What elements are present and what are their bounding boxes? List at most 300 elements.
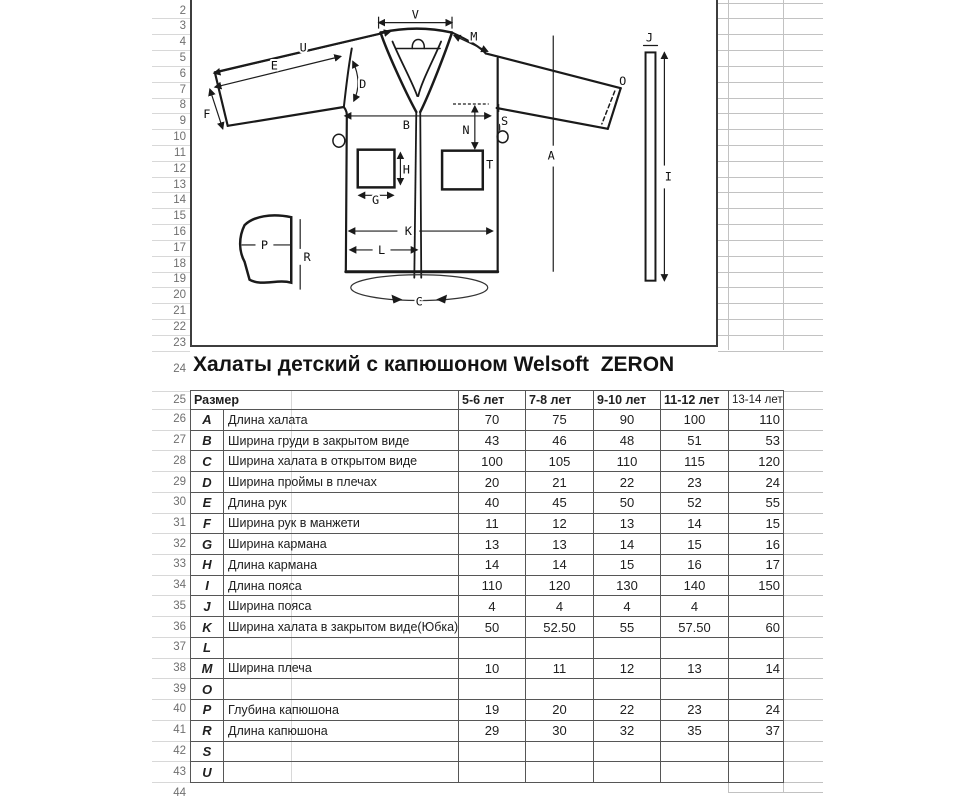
row-number[interactable]: 39 <box>173 682 186 695</box>
belt-strip <box>646 52 656 280</box>
label-B-icon: B <box>402 117 410 132</box>
gridline <box>783 595 823 596</box>
row-number-separator <box>152 741 190 742</box>
cell-value[interactable] <box>729 742 784 763</box>
cell-value[interactable]: 11 <box>459 514 526 535</box>
row-number[interactable]: 21 <box>173 305 186 318</box>
gridline <box>718 18 823 19</box>
row-number[interactable]: 25 <box>173 394 186 406</box>
cell-value[interactable]: 4 <box>526 596 594 617</box>
row-number[interactable]: 13 <box>173 178 186 191</box>
cell-value[interactable]: 105 <box>526 451 594 472</box>
row-number-separator <box>152 678 190 679</box>
label-P-icon: P <box>260 237 269 252</box>
cell-value[interactable]: 14 <box>661 514 729 535</box>
row-number-separator <box>152 240 190 241</box>
cell-description[interactable]: Ширина халата в открытом виде <box>224 451 459 472</box>
gridline <box>783 391 823 392</box>
cell-value[interactable]: 14 <box>729 659 784 680</box>
row-number-separator <box>152 208 190 209</box>
row-number[interactable]: 26 <box>173 413 186 426</box>
cell-description[interactable] <box>224 638 459 659</box>
row-number-separator <box>152 658 190 659</box>
row-number-separator <box>152 177 190 178</box>
cell-value[interactable]: 10 <box>459 659 526 680</box>
row-number-separator <box>152 161 190 162</box>
cell-value[interactable]: 23 <box>661 472 729 493</box>
row-number[interactable]: 37 <box>173 641 186 654</box>
cell-value[interactable]: 12 <box>594 659 661 680</box>
header-col-5-6[interactable]: 5-6 лет <box>459 391 526 410</box>
row-number-separator <box>152 224 190 225</box>
cell-value[interactable]: 120 <box>526 576 594 597</box>
row-number-separator <box>152 287 190 288</box>
row-number-separator <box>152 319 190 320</box>
row-number[interactable]: 17 <box>173 241 186 254</box>
size-table-body <box>190 410 784 783</box>
cell-description[interactable]: Глубина капюшона <box>224 700 459 721</box>
gridline <box>718 303 823 304</box>
cell-value[interactable]: 45 <box>526 493 594 514</box>
row-number[interactable]: 12 <box>173 162 186 175</box>
header-size-label[interactable]: Размер <box>191 391 292 410</box>
cell-value[interactable] <box>661 762 729 783</box>
header-col-9-10[interactable]: 9-10 лет <box>594 391 661 410</box>
row-number-separator <box>152 616 190 617</box>
row-number[interactable]: 22 <box>173 320 186 333</box>
cell-value[interactable] <box>661 638 729 659</box>
gridline <box>783 616 823 617</box>
row-number[interactable]: 20 <box>173 289 186 302</box>
cell-value[interactable]: 60 <box>729 617 784 638</box>
cell-value[interactable] <box>526 742 594 763</box>
gridline <box>783 782 784 792</box>
row-number-separator <box>152 351 190 352</box>
label-H-icon: H <box>402 162 410 177</box>
gridline <box>783 430 823 431</box>
cell-value[interactable]: 4 <box>459 596 526 617</box>
row-number[interactable]: 23 <box>173 336 186 349</box>
cell-description[interactable]: Ширина груди в закрытом виде <box>224 431 459 452</box>
cell-value[interactable]: 55 <box>594 617 661 638</box>
cell-value[interactable]: 48 <box>594 431 661 452</box>
row-number[interactable]: 31 <box>173 516 186 529</box>
cell-letter[interactable]: G <box>191 534 224 555</box>
row-number[interactable]: 3 <box>179 20 186 33</box>
row-number[interactable]: 34 <box>173 579 186 592</box>
cell-value[interactable]: 52.50 <box>526 617 594 638</box>
row-number-separator <box>152 98 190 99</box>
cell-letter[interactable]: A <box>191 410 224 431</box>
cell-value[interactable]: 15 <box>594 555 661 576</box>
cell-value[interactable] <box>459 679 526 700</box>
gridline <box>718 161 823 162</box>
cell-value[interactable]: 15 <box>661 534 729 555</box>
row-number-separator <box>152 303 190 304</box>
cell-description[interactable]: Длина пояса <box>224 576 459 597</box>
cell-value[interactable]: 75 <box>526 410 594 431</box>
row-number-separator <box>152 595 190 596</box>
cell-value[interactable] <box>729 596 784 617</box>
row-number-separator <box>152 450 190 451</box>
gridline <box>783 533 823 534</box>
cell-value[interactable]: 30 <box>526 721 594 742</box>
right-pocket <box>442 151 483 190</box>
cell-value[interactable]: 46 <box>526 431 594 452</box>
row-number-separator <box>152 637 190 638</box>
gridline <box>718 319 823 320</box>
row-number[interactable]: 29 <box>173 475 186 488</box>
cell-value[interactable]: 37 <box>729 721 784 742</box>
row-number-separator <box>152 129 190 130</box>
row-number[interactable]: 19 <box>173 273 186 286</box>
row-number[interactable]: 5 <box>179 51 186 64</box>
row-number[interactable]: 4 <box>179 36 186 49</box>
row-number[interactable]: 8 <box>179 99 186 112</box>
gridline <box>783 720 823 721</box>
cell-value[interactable]: 4 <box>661 596 729 617</box>
row-number-separator <box>152 145 190 146</box>
row-number[interactable]: 11 <box>174 146 186 159</box>
gridline <box>718 177 823 178</box>
gridline <box>718 129 823 130</box>
gridline <box>718 208 823 209</box>
gridline <box>718 34 823 35</box>
label-T-icon: T <box>486 157 494 172</box>
cell-description[interactable]: Ширина плеча <box>224 659 459 680</box>
cell-value[interactable] <box>594 638 661 659</box>
cell-value[interactable] <box>594 762 661 783</box>
cell-value[interactable]: 53 <box>729 431 784 452</box>
cell-value[interactable]: 35 <box>661 721 729 742</box>
cell-value[interactable] <box>594 742 661 763</box>
cell-value[interactable] <box>729 638 784 659</box>
row-number[interactable]: 27 <box>173 434 186 447</box>
gridline <box>783 782 823 783</box>
row-number-separator <box>152 50 190 51</box>
cell-letter[interactable]: U <box>191 762 224 783</box>
gridline <box>783 492 823 493</box>
row-number[interactable]: 40 <box>173 703 186 716</box>
cell-value[interactable]: 13 <box>594 514 661 535</box>
garment-diagram <box>192 0 716 345</box>
cell-value[interactable]: 15 <box>729 514 784 535</box>
row-number[interactable]: 36 <box>173 620 186 633</box>
label-S-icon: S <box>501 113 509 128</box>
gridline <box>718 224 823 225</box>
header-col-7-8[interactable]: 7-8 лет <box>526 391 594 410</box>
cell-value[interactable]: 16 <box>729 534 784 555</box>
cell-value[interactable]: 100 <box>459 451 526 472</box>
cell-value[interactable] <box>526 679 594 700</box>
garment-diagram-box <box>190 0 718 347</box>
cell-letter[interactable]: D <box>191 472 224 493</box>
label-O-icon: O <box>619 74 627 89</box>
cell-value[interactable]: 70 <box>459 410 526 431</box>
gridline <box>718 50 823 51</box>
cell-value[interactable]: 100 <box>661 410 729 431</box>
cell-value[interactable]: 16 <box>661 555 729 576</box>
cell-value[interactable]: 110 <box>729 410 784 431</box>
cell-value[interactable]: 24 <box>729 472 784 493</box>
cell-value[interactable]: 13 <box>526 534 594 555</box>
cell-letter[interactable]: C <box>191 451 224 472</box>
row-number[interactable]: 41 <box>173 724 186 737</box>
row-number-separator <box>152 335 190 336</box>
cell-value[interactable]: 14 <box>459 555 526 576</box>
cell-letter[interactable]: F <box>191 514 224 535</box>
gridline <box>783 741 823 742</box>
cell-value[interactable]: 55 <box>729 493 784 514</box>
row-number-separator <box>152 18 190 19</box>
cell-letter[interactable]: P <box>191 700 224 721</box>
cell-letter[interactable]: J <box>191 596 224 617</box>
row-number-separator <box>152 699 190 700</box>
label-F-icon: F <box>203 106 211 121</box>
row-number-separator <box>152 272 190 273</box>
cell-description[interactable]: Длина рук <box>224 493 459 514</box>
cell-description[interactable]: Длина кармана <box>224 555 459 576</box>
cell-value[interactable]: 17 <box>729 555 784 576</box>
label-E-icon: E <box>270 58 278 73</box>
cell-value[interactable] <box>661 679 729 700</box>
row-number[interactable]: 28 <box>173 454 186 467</box>
row-number-separator <box>152 575 190 576</box>
left-pocket <box>358 150 395 188</box>
label-R-icon: R <box>303 249 311 264</box>
cell-letter[interactable]: O <box>191 679 224 700</box>
row-number[interactable]: 38 <box>173 662 186 674</box>
gridline <box>718 82 823 83</box>
gridline <box>783 0 784 350</box>
gridline <box>783 513 823 514</box>
label-J-icon: J <box>645 30 654 45</box>
label-N-icon: N <box>462 122 470 137</box>
cell-description[interactable]: Ширина рук в манжети <box>224 514 459 535</box>
right-belt-loop <box>497 131 508 143</box>
cell-value[interactable]: 52 <box>661 493 729 514</box>
cell-letter[interactable]: E <box>191 493 224 514</box>
cell-value[interactable] <box>459 762 526 783</box>
row-number-separator <box>152 513 190 514</box>
row-number-separator <box>152 256 190 257</box>
cell-value[interactable]: 140 <box>661 576 729 597</box>
cell-value[interactable] <box>729 762 784 783</box>
cell-value[interactable]: 14 <box>594 534 661 555</box>
row-number-separator <box>152 554 190 555</box>
gridline <box>718 145 823 146</box>
gridline <box>783 658 823 659</box>
row-number[interactable]: 35 <box>173 599 186 612</box>
header-col-13-14[interactable]: 13-14 лет <box>729 391 784 410</box>
row-number[interactable]: 14 <box>173 194 186 207</box>
gridline <box>718 287 823 288</box>
gridline <box>783 450 823 451</box>
row-number-separator <box>152 492 190 493</box>
cell-value[interactable]: 12 <box>526 514 594 535</box>
cell-value[interactable]: 90 <box>594 410 661 431</box>
cell-description[interactable] <box>224 679 459 700</box>
cell-description[interactable]: Ширина проймы в плечах <box>224 472 459 493</box>
row-number[interactable]: 9 <box>179 115 186 128</box>
row-number[interactable]: 2 <box>179 4 186 17</box>
cell-value[interactable]: 19 <box>459 700 526 721</box>
header-filler-cell[interactable] <box>292 391 459 410</box>
cell-value[interactable]: 14 <box>526 555 594 576</box>
cell-description[interactable]: Ширина халата в закрытом виде(Юбка) <box>224 617 459 638</box>
cell-description[interactable] <box>224 742 459 763</box>
cell-letter[interactable]: I <box>191 576 224 597</box>
cell-value[interactable]: 24 <box>729 700 784 721</box>
cell-value[interactable] <box>526 638 594 659</box>
row-number[interactable]: 44 <box>173 787 186 799</box>
label-A-icon: A <box>547 148 555 163</box>
cell-letter[interactable]: L <box>191 638 224 659</box>
gridline <box>783 761 823 762</box>
sheet-title: Халаты детский с капюшоном Welsoft ZERON <box>193 353 675 376</box>
diagram-labels <box>203 8 672 309</box>
hanger-loop <box>412 40 424 49</box>
cell-value[interactable]: 32 <box>594 721 661 742</box>
gridline <box>728 0 729 350</box>
row-number[interactable]: 33 <box>173 558 186 571</box>
size-table-header <box>190 390 784 410</box>
gridline <box>783 575 823 576</box>
row-number-separator <box>152 533 190 534</box>
row-number[interactable]: 42 <box>173 744 186 757</box>
row-number-separator <box>152 192 190 193</box>
cell-value[interactable] <box>594 679 661 700</box>
cell-value[interactable] <box>729 679 784 700</box>
gridline <box>783 471 823 472</box>
gridline <box>783 699 823 700</box>
gridline <box>783 678 823 679</box>
label-D-icon: D <box>359 77 367 92</box>
label-G-icon: G <box>372 193 380 208</box>
cell-value[interactable]: 11 <box>526 659 594 680</box>
cell-value[interactable]: 110 <box>594 451 661 472</box>
label-C-icon: C <box>415 294 423 309</box>
cell-value[interactable]: 20 <box>459 472 526 493</box>
row-number[interactable]: 18 <box>173 257 186 270</box>
label-K-icon: K <box>404 224 412 239</box>
row-number-separator <box>152 720 190 721</box>
row-number[interactable]: 43 <box>173 765 186 778</box>
left-belt-loop <box>333 134 345 147</box>
row-number-separator <box>152 66 190 67</box>
cell-value[interactable]: 22 <box>594 472 661 493</box>
label-I-icon: I <box>664 169 672 184</box>
cell-value[interactable]: 40 <box>459 493 526 514</box>
cell-value[interactable]: 43 <box>459 431 526 452</box>
cell-value[interactable]: 21 <box>526 472 594 493</box>
row-number[interactable]: 16 <box>173 225 186 238</box>
row-number-separator <box>152 113 190 114</box>
cell-value[interactable]: 4 <box>594 596 661 617</box>
cell-value[interactable]: 120 <box>729 451 784 472</box>
row-number[interactable]: 24 <box>173 363 186 375</box>
cell-value[interactable] <box>661 742 729 763</box>
gridline <box>718 240 823 241</box>
measurement-lines <box>210 17 665 304</box>
cell-value[interactable]: 50 <box>459 617 526 638</box>
cell-value[interactable] <box>459 638 526 659</box>
row-number[interactable]: 10 <box>173 131 186 144</box>
gridline <box>783 554 823 555</box>
cell-description[interactable]: Длина капюшона <box>224 721 459 742</box>
gridline <box>783 409 823 410</box>
header-col-11-12[interactable]: 11-12 лет <box>661 391 729 410</box>
label-L-icon: L <box>377 242 386 257</box>
cell-value[interactable]: 29 <box>459 721 526 742</box>
row-number[interactable]: 30 <box>173 496 186 509</box>
cell-value[interactable]: 13 <box>459 534 526 555</box>
label-U-icon: U <box>299 40 307 55</box>
gridline <box>718 256 823 257</box>
gridline <box>718 192 823 193</box>
row-number[interactable]: 32 <box>173 537 186 550</box>
cell-description[interactable] <box>224 762 459 783</box>
gridline <box>718 113 823 114</box>
row-number-separator <box>152 761 190 762</box>
cell-value[interactable]: 150 <box>729 576 784 597</box>
gridline <box>728 792 823 793</box>
cell-description[interactable]: Ширина кармана <box>224 534 459 555</box>
gridline <box>718 335 823 336</box>
row-number[interactable]: 6 <box>179 67 186 80</box>
cell-value[interactable]: 50 <box>594 493 661 514</box>
cuff-dashed-line <box>602 91 615 124</box>
cell-description[interactable]: Длина халата <box>224 410 459 431</box>
cell-description[interactable]: Ширина пояса <box>224 596 459 617</box>
gridline <box>783 637 823 638</box>
gridline <box>728 782 729 792</box>
gridline <box>718 3 823 4</box>
cell-value[interactable]: 20 <box>526 700 594 721</box>
cell-value[interactable]: 22 <box>594 700 661 721</box>
cell-value[interactable]: 57.50 <box>661 617 729 638</box>
cell-letter[interactable]: H <box>191 555 224 576</box>
row-number-separator <box>152 471 190 472</box>
gridline <box>718 98 823 99</box>
cell-value[interactable]: 51 <box>661 431 729 452</box>
row-number[interactable]: 7 <box>179 83 186 96</box>
gridline <box>718 272 823 273</box>
cell-value[interactable] <box>526 762 594 783</box>
cell-value[interactable] <box>459 742 526 763</box>
cell-value[interactable]: 130 <box>594 576 661 597</box>
row-number-separator <box>152 34 190 35</box>
row-number-separator <box>152 430 190 431</box>
cell-letter[interactable]: R <box>191 721 224 742</box>
cell-letter[interactable]: S <box>191 742 224 763</box>
row-number-separator <box>152 782 190 783</box>
label-V-icon: V <box>411 7 419 22</box>
cell-letter[interactable]: K <box>191 617 224 638</box>
cell-value[interactable]: 13 <box>661 659 729 680</box>
row-number-separator <box>152 409 190 410</box>
cell-letter[interactable]: B <box>191 431 224 452</box>
label-M-icon: M <box>470 29 478 44</box>
gridline <box>718 351 823 352</box>
cell-value[interactable]: 115 <box>661 451 729 472</box>
cell-letter[interactable]: M <box>191 659 224 680</box>
row-number-separator <box>152 391 190 392</box>
row-number[interactable]: 15 <box>173 210 186 223</box>
cell-value[interactable]: 110 <box>459 576 526 597</box>
cell-value[interactable]: 23 <box>661 700 729 721</box>
gridline <box>718 66 823 67</box>
